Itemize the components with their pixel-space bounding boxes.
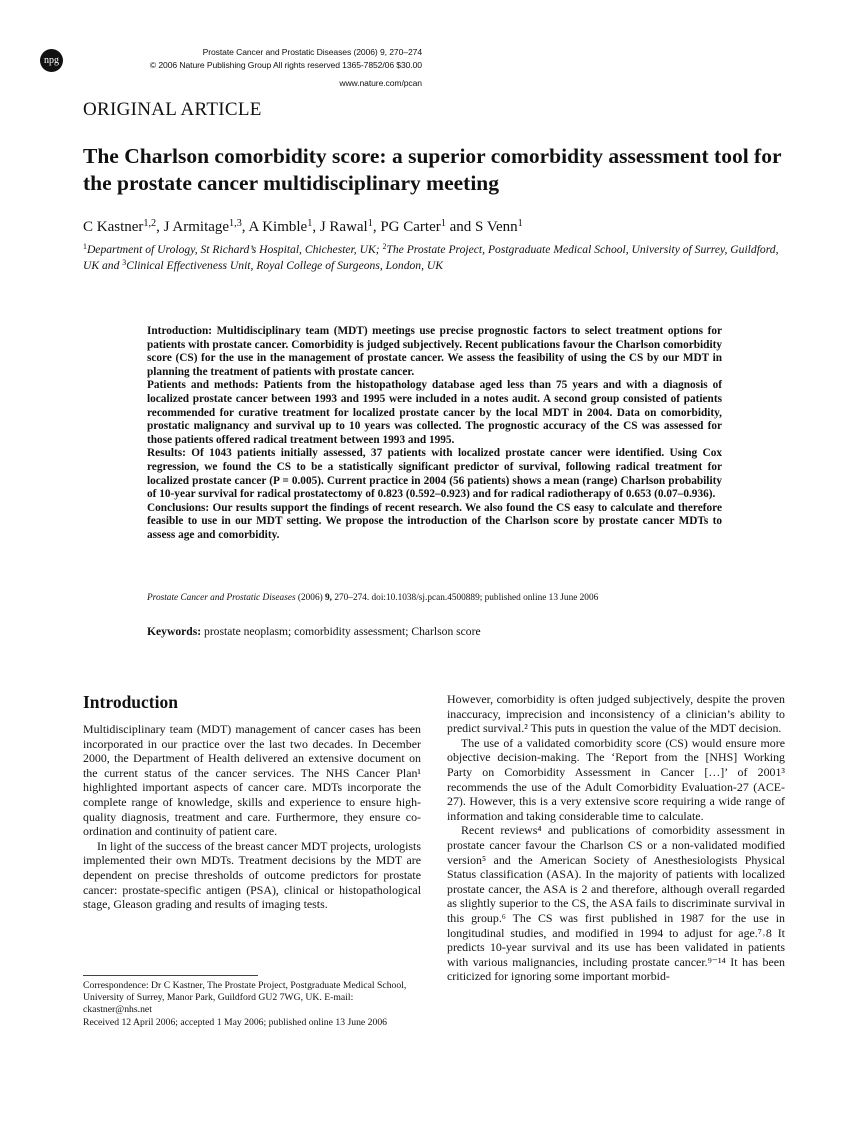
abstract-results: Results: Of 1043 patients initially assessed, 37 patients with localized prostate cancer were identified. Using Cox regression, we found the CS to be a statistically significant predictor of survival, following radical treatment for localized prostate cancer (P = 0.005). Current practice in 2004 (56 patients) shows a mean (range) Charlson probability of 10-year survival for radical prostatectomy of 0.823 (0.592–0.923) and for radical radiotherapy of 0.653 (0.07–0.936). — [147, 447, 722, 501]
body-paragraph: The use of a validated comorbidity score (CS) would ensure more objective decision-making. The ‘Report from the [NHS] Working Party on Comorbidity Assessment in Cancer […]’ of 2001³ recommends the use of the Adult Comorbidity Evaluation-27 (ACE-27). However, this is a very extensive score requiring a wide range of information and taking considerable time to calculate. — [447, 735, 785, 823]
article-title: The Charlson comorbidity score: a superior comorbidity assessment tool for the prostate cancer multidisciplinary meeting — [83, 144, 782, 195]
body-paragraph: Recent reviews⁴ and publications of comorbidity assessment in prostate cancer favour the Charlson CS or a non-validated modified version⁵ and the American Society of Anesthesiologists Physical Status classification (ASA). In the majority of patients with localized prostate cancer, the ASA is 2 and therefore, although overall regarded as slightly superior to the CS, the ASA fails to discriminate survival in this group.⁶ The CS was first published in 1987 for the use in longitudinal studies, and modified in 1994 to adjust for age.⁷˒8 It predicts 10-year survival and its use has been validated in patients with various malignancies, including prostate cancer.⁹⁻¹⁴ It has been criticized for ignoring some important morbid- — [447, 823, 785, 984]
affiliations: $^1$Department of Urology, St Richard’s Hospital, Chichester, UK; $^2$The Prostate Project, Postgraduate Medical School, University of Surrey, Guildford, UK and $^3$Clinical Effectiveness Unit, Royal College of Surgeons, London, UK — [83, 242, 779, 272]
left-column — [83, 691, 421, 912]
abstract — [147, 325, 722, 543]
copyright-line: © 2006 Nature Publishing Group All rights reserved 1365-7852/06 $30.00 — [149, 60, 422, 70]
abstract-methods: Patients and methods: Patients from the histopathology database aged less than 75 years and with a diagnosis of localized prostate cancer between 1993 and 1995 were included in a notes audit. A second group consisted of patients recommended for curative treatment for localized prostate cancer by the local MDT in 2004. Data on comorbidity, prostatic malignancy and survival up to 10 years was collected. The prognostic accuracy of the CS was assessed for those patients offered radical treatment between 1993 and 1995. — [147, 379, 722, 446]
article-type: ORIGINAL ARTICLE — [83, 99, 262, 120]
footnote — [83, 980, 421, 1029]
correspondence-note: Correspondence: Dr C Kastner, The Prostate Project, Postgraduate Medical School, University of Surrey, Manor Park, Guildford GU2 7WG, UK. E-mail: ckastner@nhs.net — [83, 980, 407, 1016]
author: PG Carter$^1$ and — [380, 217, 475, 235]
author: J Armitage$^{1,3}$, — [163, 217, 249, 235]
author: A Kimble$^1$, — [248, 217, 320, 235]
author: C Kastner$^{1,2}$, — [83, 217, 164, 235]
article-citation: Prostate Cancer and Prostatic Diseases (2006) 9, 270–274. doi:10.1038/sj.pcan.4500889; published online 13 June 2006 — [147, 593, 599, 603]
keywords: Keywords: prostate neoplasm; comorbidity assessment; Charlson score — [147, 625, 481, 638]
npg-logo: npg — [40, 49, 63, 72]
author: J Rawal$^1$, — [319, 217, 381, 235]
body-paragraph: In light of the success of the breast cancer MDT projects, urologists implemented their own MDTs. Treatment decisions by the MDT are dependent on precise thresholds of outcome predictors for prostate cancer: prostate-specific antigen (PSA), clinical or histopathological stage, Gleason grading and results of imaging tests. — [83, 838, 421, 912]
section-heading-introduction: Introduction — [83, 692, 178, 712]
journal-url[interactable]: www.nature.com/pcan — [339, 78, 422, 88]
received-dates: Received 12 April 2006; accepted 1 May 2006; published online 13 June 2006 — [83, 1016, 388, 1028]
abstract-introduction: Introduction: Multidisciplinary team (MDT) meetings use precise prognostic factors to select treatment options for patients with prostate cancer. Comorbidity is judged subjectively. Recent publications favour the Charlson comorbidity score (CS) for the use in the management of prostate cancer. We assess the feasibility of using the CS by our MDT in planning the treatment of patients with prostate cancer. — [147, 325, 722, 378]
footnote-divider — [83, 975, 258, 976]
right-column — [447, 692, 785, 984]
author-list — [83, 219, 523, 236]
body-paragraph: Multidisciplinary team (MDT) management of cancer cases has been incorporated in our practice over the last two decades. In December 2000, the Department of Health delivered an extensive document on the current status of the cancer services. The NHS Cancer Plan¹ highlighted important aspects of cancer care. MDTs incorporate the complete range of knowledge, skills and experience to ensure high-quality diagnosis, treatment and care. Furthermore, they ensure co-ordination and continuity of patient care. — [83, 722, 421, 839]
body-paragraph: However, comorbidity is often judged subjectively, despite the proven inaccuracy, imprecision and inconsistency of a clinician’s ability to predict survival.² This puts in question the value of the MDT decision. — [447, 692, 785, 736]
author: S Venn$^1$ — [475, 217, 523, 235]
journal-citation-line: Prostate Cancer and Prostatic Diseases (2006) 9, 270–274 — [202, 47, 422, 57]
abstract-conclusions: Conclusions: Our results support the findings of recent research. We also found the CS easy to calculate and therefore feasible to use in our MDT setting. We propose the introduction of the Charlson score by prostate cancer MDTs to assess age and comorbidity. — [147, 501, 722, 541]
